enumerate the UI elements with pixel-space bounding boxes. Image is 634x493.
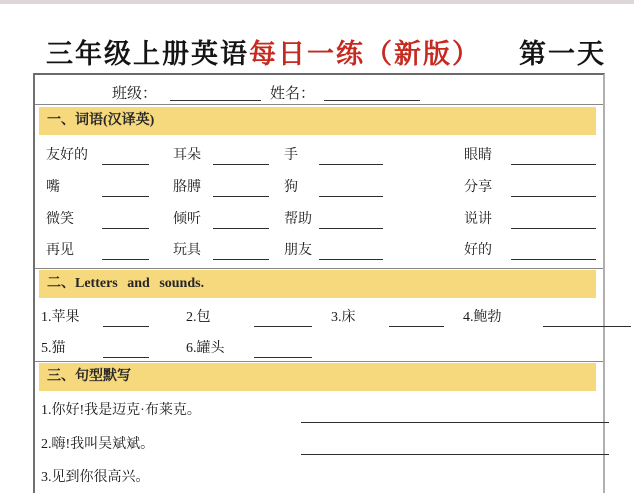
answer-line[interactable]	[254, 341, 312, 358]
word-label: 胳膊	[173, 180, 201, 195]
answer-line[interactable]	[102, 243, 149, 260]
word-cell	[464, 242, 596, 260]
word-cell	[464, 179, 596, 197]
answer-line[interactable]	[102, 212, 149, 229]
title-part-grade: 三年级上册英语	[46, 39, 249, 69]
word-cell	[41, 309, 149, 327]
worksheet-title	[46, 32, 606, 71]
word-label: 分享	[464, 180, 492, 195]
word-cell	[284, 147, 383, 165]
word-cell	[464, 211, 596, 229]
word-label: 说讲	[464, 212, 492, 227]
answer-line[interactable]	[301, 406, 609, 423]
answer-line[interactable]	[254, 310, 312, 327]
word-label: 眼睛	[464, 148, 492, 163]
word-label: 6.罐头	[186, 341, 225, 356]
class-input-line[interactable]	[170, 83, 261, 101]
answer-line[interactable]	[319, 243, 383, 260]
sentence-label: 2.嗨!我叫吴斌斌。	[41, 437, 155, 452]
word-label: 友好的	[46, 148, 88, 163]
answer-line[interactable]	[511, 148, 596, 165]
window-top-bar	[0, 0, 634, 4]
word-cell	[46, 147, 149, 165]
word-cell	[173, 242, 269, 260]
word-label: 朋友	[284, 243, 312, 258]
word-cell	[173, 211, 269, 229]
name-input-line[interactable]	[324, 83, 420, 101]
word-label: 1.苹果	[41, 310, 80, 325]
answer-line[interactable]	[103, 341, 149, 358]
answer-line[interactable]	[511, 180, 596, 197]
worksheet-sheet	[33, 73, 605, 493]
word-cell	[46, 242, 149, 260]
answer-line[interactable]	[511, 243, 596, 260]
word-cell	[186, 340, 312, 358]
answer-line[interactable]	[213, 243, 269, 260]
word-label: 4.鲍勃	[463, 310, 502, 325]
answer-line[interactable]	[301, 438, 609, 455]
answer-line[interactable]	[319, 180, 383, 197]
answer-line[interactable]	[319, 148, 383, 165]
answer-line[interactable]	[319, 212, 383, 229]
word-label: 帮助	[284, 212, 312, 227]
word-cell	[46, 179, 149, 197]
word-label: 2.包	[186, 310, 211, 325]
word-cell	[186, 309, 312, 327]
section-two-header: 二、Letters and sounds.	[39, 270, 596, 298]
answer-line[interactable]	[102, 180, 149, 197]
word-cell	[173, 179, 269, 197]
sentence-label: 1.你好!我是迈克·布莱克。	[41, 403, 201, 418]
answer-line[interactable]	[213, 148, 269, 165]
section-divider	[35, 104, 603, 105]
answer-line[interactable]	[389, 310, 444, 327]
answer-line[interactable]	[511, 212, 596, 229]
answer-line[interactable]	[102, 148, 149, 165]
word-label: 耳朵	[173, 148, 201, 163]
section-divider	[35, 268, 603, 269]
title-part-daily-practice: 每日一练（新版）	[249, 39, 481, 69]
word-cell	[464, 147, 596, 165]
answer-line[interactable]	[213, 180, 269, 197]
sentence-label: 3.见到你很高兴。	[41, 470, 150, 485]
answer-line[interactable]	[213, 212, 269, 229]
word-cell	[173, 147, 269, 165]
word-label: 5.猫	[41, 341, 66, 356]
word-cell	[284, 179, 383, 197]
word-cell	[46, 211, 149, 229]
word-cell	[284, 211, 383, 229]
section-divider	[35, 361, 603, 362]
word-label: 微笑	[46, 212, 74, 227]
word-label: 嘴	[46, 180, 60, 195]
word-label: 玩具	[173, 243, 201, 258]
title-part-day: 第一天	[519, 39, 606, 69]
answer-line[interactable]	[103, 310, 149, 327]
word-cell	[41, 340, 149, 358]
answer-line[interactable]	[543, 310, 631, 327]
class-label: 班级：	[112, 86, 158, 102]
word-label: 好的	[464, 243, 492, 258]
name-label: 姓名：	[270, 86, 316, 102]
word-cell	[284, 242, 383, 260]
word-cell	[331, 309, 444, 327]
word-label: 手	[284, 148, 298, 163]
word-label: 再见	[46, 243, 74, 258]
word-label: 狗	[284, 180, 298, 195]
section-one-header: 一、词语(汉译英)	[39, 107, 596, 135]
word-label: 3.床	[331, 310, 356, 325]
word-cell	[463, 309, 631, 327]
section-three-header: 三、句型默写	[39, 363, 596, 391]
word-label: 倾听	[173, 212, 201, 227]
